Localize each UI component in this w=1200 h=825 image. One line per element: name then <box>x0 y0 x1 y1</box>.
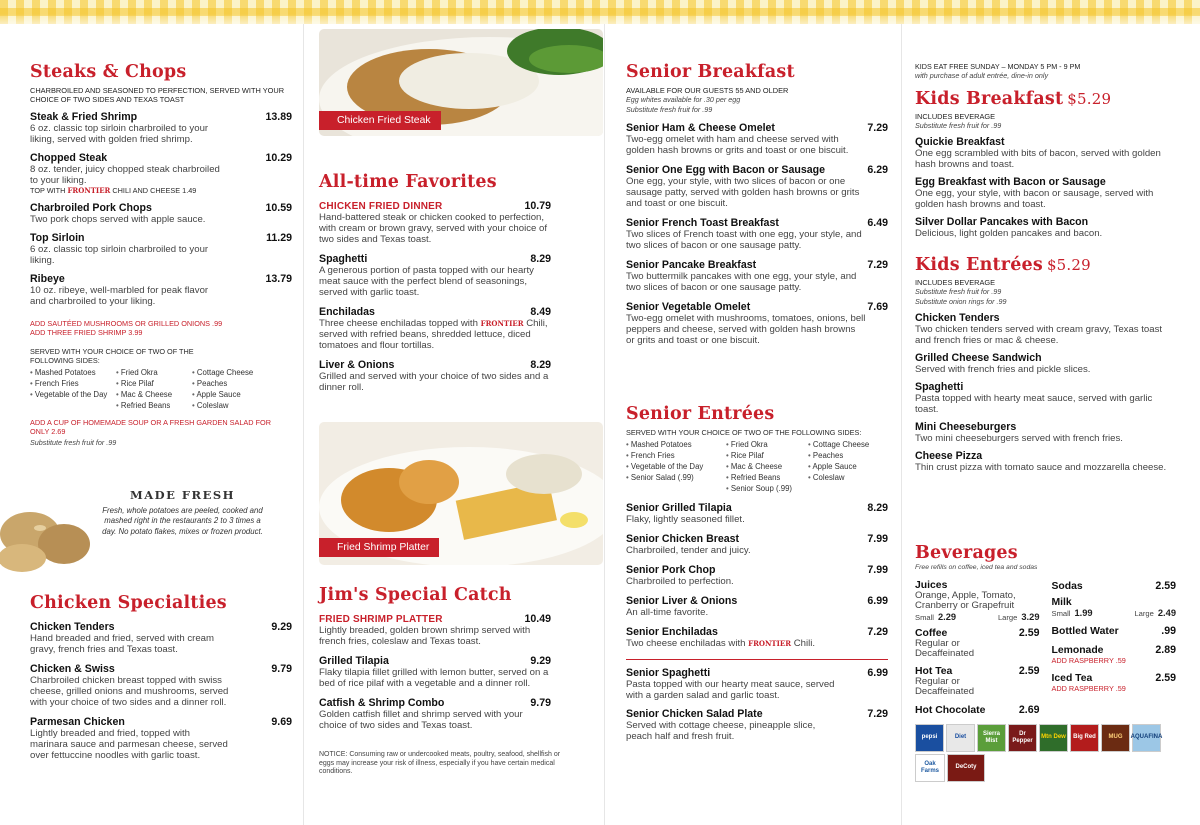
beverage-iced-tea: Iced Tea 2.59 ADD RASPBERRY .59 <box>1051 671 1176 693</box>
item-description: Served with cottage cheese, pineapple slice, peach half and fresh fruit. <box>626 720 816 742</box>
menu-item <box>626 667 888 701</box>
brand-logo: AQUAFINA <box>1132 724 1161 752</box>
menu-item <box>30 202 292 225</box>
side-option: • Peaches <box>192 378 282 389</box>
egg-white-note: Egg whites available for .30 per egg <box>626 95 741 104</box>
menu-item <box>30 111 292 145</box>
item-description: Two-egg omelet with ham and cheese served with golden hash browns or grits and toast or one biscuit. <box>626 134 849 156</box>
item-name: Chicken & Swiss <box>30 663 115 675</box>
item-name: Spaghetti <box>915 381 964 393</box>
item-price: 6.99 <box>867 667 888 679</box>
menu-item <box>626 164 888 209</box>
item-description: 10 oz. ribeye, well-marbled for peak flavor and charbroiled to your liking. <box>30 285 209 307</box>
catch-section <box>319 585 561 777</box>
item-price: 9.29 <box>271 621 292 633</box>
beverage-hot-tea: Hot Tea 2.59 Regular or Decaffeinated <box>915 664 1040 697</box>
item-description: Flaky, lightly seasoned fillet. <box>626 514 745 525</box>
substitute-note: Substitute fresh fruit for .99 <box>915 120 1002 130</box>
section-subtitle: Free refills on coffee, iced tea and sodas <box>915 564 1038 571</box>
item-description: Pasta topped with hearty meat sauce, served with garlic toast. <box>915 393 1153 415</box>
item-name: Silver Dollar Pancakes with Bacon <box>915 216 1089 228</box>
menu-item <box>915 216 1177 239</box>
item-price: 7.29 <box>867 708 888 720</box>
item-description: 8 oz. tender, juicy chopped steak charbroiled to your liking. <box>30 164 220 186</box>
side-option: • Rice Pilaf <box>116 378 192 389</box>
side-option: • French Fries <box>30 378 116 389</box>
beverage-coffee: Coffee 2.59 Regular or Decaffeinated <box>915 626 1040 659</box>
menu-item <box>626 533 888 556</box>
item-price: 6.49 <box>867 217 888 229</box>
side-option: • Peaches <box>808 450 888 461</box>
item-name: Chicken Tenders <box>30 621 115 633</box>
beverage-water: Bottled Water .99 <box>1051 624 1176 637</box>
menu-item <box>626 122 888 156</box>
side-option: • Senior Salad (.99) <box>626 472 726 483</box>
chicken-fried-steak-photo <box>319 29 603 136</box>
item-upsell: TOP WITH FRONTIER CHILI AND CHEESE 1.49 <box>30 186 197 195</box>
menu-item <box>915 136 1177 170</box>
item-name: FRIED SHRIMP PLATTER <box>319 614 443 625</box>
side-option: • French Fries <box>626 450 726 461</box>
item-price: 9.69 <box>271 716 292 728</box>
side-option: • Cottage Cheese <box>808 439 888 450</box>
beverage-hot-chocolate: Hot Chocolate 2.69 <box>915 703 1040 716</box>
item-name: Senior Liver & Onions <box>626 595 738 607</box>
item-price: 8.29 <box>867 502 888 514</box>
item-name: Grilled Tilapia <box>319 655 389 667</box>
item-price: 13.89 <box>265 111 292 123</box>
section-title: Beverages <box>915 543 1018 563</box>
kids-section <box>915 62 1177 473</box>
item-description: Thin crust pizza with tomato sauce and mozzarella cheese. <box>915 462 1167 473</box>
side-option: • Mashed Potatoes <box>626 439 726 450</box>
brand-logo: Sierra Mist <box>977 724 1006 752</box>
potatoes-image <box>0 484 92 574</box>
side-option: • Refried Beans <box>726 472 808 483</box>
item-description: Charbroiled to perfection. <box>626 576 734 587</box>
menu-item <box>626 708 888 742</box>
item-description: Hand-battered steak or chicken cooked to perfection, with cream or brown gravy, served with your choice of two sides and Texas toast. <box>319 212 548 245</box>
beverages-section <box>915 543 1176 782</box>
item-price: 8.29 <box>530 253 551 265</box>
menu-item <box>319 253 551 298</box>
item-price: 10.79 <box>524 200 551 212</box>
item-name: Senior One Egg with Bacon or Sausage <box>626 164 825 176</box>
menu-item <box>319 655 551 689</box>
chicken-section <box>30 593 292 761</box>
item-price: 10.49 <box>524 613 551 625</box>
item-name: Mini Cheeseburgers <box>915 421 1017 433</box>
section-subtitle: INCLUDES BEVERAGE <box>915 278 996 287</box>
item-name: Chopped Steak <box>30 152 108 164</box>
item-name: CHICKEN FRIED DINNER <box>319 201 443 212</box>
brand-logo: pepsi <box>915 724 944 752</box>
item-name: Ribeye <box>30 273 65 285</box>
menu-item <box>915 450 1177 473</box>
menu-item <box>626 564 888 587</box>
brand-logo: Mtn Dew <box>1039 724 1068 752</box>
substitute-note: Substitute onion rings for .99 <box>915 296 1007 306</box>
item-name: Grilled Cheese Sandwich <box>915 352 1042 364</box>
item-name: Senior Enchiladas <box>626 626 718 638</box>
item-description: Two chicken tenders served with cream gravy, Texas toast and french fries or mac & cheese. <box>915 324 1163 346</box>
side-option: • Vegetable of the Day <box>626 461 726 472</box>
section-title: Jim's Special Catch <box>319 585 512 605</box>
section-subtitle: INCLUDES BEVERAGE <box>915 111 996 121</box>
item-name: Senior Chicken Breast <box>626 533 740 545</box>
item-name: Senior Vegetable Omelet <box>626 301 751 313</box>
side-option: • Vegetable of the Day <box>30 389 116 400</box>
item-name: Parmesan Chicken <box>30 716 125 728</box>
side-option: • Mac & Cheese <box>116 389 192 400</box>
brand-logo: Dr Pepper <box>1008 724 1037 752</box>
item-name: Cheese Pizza <box>915 450 983 462</box>
item-description: Lightly breaded, golden brown shrimp served with french fries, coleslaw and Texas toast. <box>319 625 531 647</box>
section-title: Senior Breakfast <box>626 62 795 82</box>
beverage-milk: Milk Small 1.99 Large 2.49 <box>1051 596 1176 618</box>
item-description: Charbroiled chicken breast topped with swiss cheese, grilled onions and mushrooms, served with your choice of two sides and a dinner roll. <box>30 675 229 708</box>
menu-item <box>30 621 292 655</box>
section-title: Steaks & Chops <box>30 62 187 82</box>
item-name: Catfish & Shrimp Combo <box>319 697 445 709</box>
side-option: • Fried Okra <box>726 439 808 450</box>
menu-item <box>626 626 888 649</box>
brand-logo: Big Red <box>1070 724 1099 752</box>
side-option: • Mac & Cheese <box>726 461 808 472</box>
item-price: 9.79 <box>530 697 551 709</box>
fried-shrimp-photo <box>319 422 603 565</box>
item-name: Senior Pork Chop <box>626 564 716 576</box>
item-price: 9.79 <box>271 663 292 675</box>
item-price: 6.29 <box>867 164 888 176</box>
item-price: 10.29 <box>265 152 292 164</box>
item-description: Two buttermilk pancakes with one egg, your style, and two slices of bacon or one sausage patty. <box>626 271 857 293</box>
section-title: All-time Favorites <box>319 172 497 192</box>
item-name: Senior Ham & Cheese Omelet <box>626 122 775 134</box>
item-price: 8.29 <box>530 359 551 371</box>
side-option: • Coleslaw <box>192 400 282 411</box>
favorites-section <box>319 172 551 393</box>
item-name: Top Sirloin <box>30 232 85 244</box>
menu-item <box>30 232 292 266</box>
beverage-lemonade: Lemonade 2.89 ADD RASPBERRY .59 <box>1051 643 1176 665</box>
side-option: • Rice Pilaf <box>726 450 808 461</box>
item-price: 8.49 <box>530 306 551 318</box>
item-price: 13.79 <box>265 273 292 285</box>
consumption-notice: NOTICE: Consuming raw or undercooked meats, poultry, seafood, shellfish or eggs may increase your risk of illness, especially if you have certain medical conditions. <box>319 751 561 776</box>
substitute-note: Substitute fresh fruit for .99 <box>915 287 1002 296</box>
beverage-sodas: Sodas 2.59 <box>1051 579 1176 592</box>
item-description: Two mini cheeseburgers served with french fries. <box>915 433 1123 444</box>
item-name: Chicken Tenders <box>915 312 1000 324</box>
item-price: 7.99 <box>867 533 888 545</box>
sides-list <box>30 367 292 411</box>
side-option: • Refried Beans <box>116 400 192 411</box>
item-description: One egg, your style, with bacon or sausage, served with golden hash browns and toast. <box>915 188 1154 210</box>
item-description: One egg scrambled with bits of bacon, served with golden hash browns and toast. <box>915 148 1161 170</box>
menu-item <box>915 352 1177 375</box>
item-price: 10.59 <box>265 202 292 214</box>
item-price: 7.99 <box>867 564 888 576</box>
item-description: Hand breaded and fried, served with cream gravy, french fries and Texas toast. <box>30 633 214 655</box>
brand-logo: Diet <box>946 724 975 752</box>
item-name: Senior Spaghetti <box>626 667 711 679</box>
item-price: 6.99 <box>867 595 888 607</box>
item-description: Two cheese enchiladas with FRONTIER Chili. <box>626 638 816 649</box>
item-name: Enchiladas <box>319 306 375 318</box>
brand-logo: FRONTIER <box>748 639 792 648</box>
menu-item <box>30 273 292 307</box>
kids-eat-free-note: with purchase of adult entrée, dine-in only <box>915 71 1049 80</box>
item-name: Charbroiled Pork Chops <box>30 202 152 214</box>
menu-item <box>30 152 292 195</box>
item-description: Two-egg omelet with mushrooms, tomatoes, onions, bell peppers and cheese, served with golden hash browns or grits and toast or one biscuit. <box>626 313 866 346</box>
menu-item <box>915 381 1177 415</box>
menu-item <box>626 217 888 251</box>
soup-offer: ADD A CUP OF HOMEMADE SOUP OR A FRESH GARDEN SALAD FOR ONLY 2.69 <box>30 418 271 436</box>
item-description: Flaky tilapia fillet grilled with lemon butter, served on a bed of rice pilaf with a vegetable and a dinner roll. <box>319 667 549 689</box>
item-description: Two pork chops served with apple sauce. <box>30 214 206 225</box>
photo-caption: Fried Shrimp Platter <box>319 538 439 557</box>
item-description: Two slices of French toast with one egg, your style, and two slices of bacon or one sausage patty. <box>626 229 862 251</box>
section-subtitle: AVAILABLE FOR OUR GUESTS 55 AND OLDER <box>626 86 789 95</box>
section-subtitle: SERVED WITH YOUR CHOICE OF TWO OF THE FOLLOWING SIDES: <box>626 428 862 437</box>
substitute-note: Substitute fresh fruit for .99 <box>626 104 713 114</box>
item-name: Steak & Fried Shrimp <box>30 111 138 123</box>
kids-eat-free: KIDS EAT FREE SUNDAY – MONDAY 5 PM - 9 PM <box>915 62 1081 71</box>
menu-item <box>915 421 1177 444</box>
item-price: 11.29 <box>266 232 292 244</box>
made-fresh-panel <box>0 484 280 574</box>
item-description: Delicious, light golden pancakes and bacon. <box>915 228 1103 239</box>
menu-item <box>319 200 551 245</box>
item-description: An all-time favorite. <box>626 607 709 618</box>
menu-item <box>915 176 1177 210</box>
sides-heading: SERVED WITH YOUR CHOICE OF TWO OF THE FOLLOWING SIDES: <box>30 347 194 365</box>
side-option: • Fried Okra <box>116 367 192 378</box>
item-description: A generous portion of pasta topped with our hearty meat sauce with the perfect blend of seasonings, served with garlic toast. <box>319 265 534 298</box>
beverage-juices: Juices Orange, Apple, Tomato, Cranberry or Grapefruit Small 2.29 Large 3.29 <box>915 579 1040 622</box>
item-description: Three cheese enchiladas topped with FRONTIER Chili, served with refried beans, shredded lettuce, diced tomatoes and flour tortillas. <box>319 318 548 351</box>
substitute-note: Substitute fresh fruit for .99 <box>30 438 117 447</box>
side-option: • Apple Sauce <box>192 389 282 400</box>
side-option: • Cottage Cheese <box>192 367 282 378</box>
menu-item <box>319 613 551 647</box>
item-name: Senior French Toast Breakfast <box>626 217 779 229</box>
item-description: 6 oz. classic top sirloin charbroiled to your liking, served with golden fried shrimp. <box>30 123 209 145</box>
item-description: Charbroiled, tender and juicy. <box>626 545 751 556</box>
item-name: Spaghetti <box>319 253 368 265</box>
divider <box>626 659 888 660</box>
item-name: Senior Grilled Tilapia <box>626 502 732 514</box>
section-title: Senior Entrées <box>626 404 775 424</box>
item-name: Liver & Onions <box>319 359 395 371</box>
section-title: Kids Entrées $5.29 <box>915 255 1091 275</box>
item-description: Pasta topped with our hearty meat sauce, served with a garden salad and garlic toast. <box>626 679 835 701</box>
brand-logo: FRONTIER <box>480 319 524 328</box>
item-description: Lightly breaded and fried, topped with marinara sauce and parmesan cheese, served over fettuccine noodles with garlic toast. <box>30 728 228 761</box>
item-price: 7.69 <box>867 301 888 313</box>
item-description: 6 oz. classic top sirloin charbroiled to your liking. <box>30 244 209 266</box>
brand-logos <box>915 724 1165 782</box>
menu-item <box>626 595 888 618</box>
item-description: Golden catfish fillet and shrimp served with your choice of two sides and Texas toast. <box>319 709 523 731</box>
item-name: Senior Pancake Breakfast <box>626 259 757 271</box>
item-price: 7.29 <box>867 122 888 134</box>
item-price: 7.29 <box>867 259 888 271</box>
made-fresh-title: MADE FRESH <box>129 488 236 502</box>
item-name: Egg Breakfast with Bacon or Sausage <box>915 176 1106 188</box>
item-description: Grilled and served with your choice of two sides and a dinner roll. <box>319 371 549 393</box>
menu-item <box>319 697 551 731</box>
menu-item <box>626 301 888 346</box>
item-name: Senior Chicken Salad Plate <box>626 708 763 720</box>
item-price: 7.29 <box>867 626 888 638</box>
section-subtitle: CHARBROILED AND SEASONED TO PERFECTION, SERVED WITH YOUR CHOICE OF TWO SIDES AND TEXAS TOAST <box>30 86 285 104</box>
section-title: Chicken Specialties <box>30 593 227 613</box>
item-price: 9.29 <box>530 655 551 667</box>
addon-list: ADD SAUTÉED MUSHROOMS OR GRILLED ONIONS .99 ADD THREE FRIED SHRIMP 3.99 <box>30 319 223 337</box>
brand-logo: FRONTIER <box>67 186 111 195</box>
senior-entrees-section <box>626 404 888 742</box>
side-option: • Senior Soup (.99) <box>726 483 808 494</box>
menu-item <box>30 716 292 761</box>
side-option: • Mashed Potatoes <box>30 367 116 378</box>
made-fresh-text: Fresh, whole potatoes are peeled, cooked and mashed right in the restaurants 2 to 3 times a day. No potato flakes, mixes or frozen product. <box>102 506 263 536</box>
menu-item <box>915 312 1177 346</box>
side-option: • Coleslaw <box>808 472 888 483</box>
side-option: • Apple Sauce <box>808 461 888 472</box>
section-title: Kids Breakfast $5.29 <box>915 88 1112 109</box>
menu-item <box>626 502 888 525</box>
photo-caption: Chicken Fried Steak <box>319 111 441 130</box>
menu-item <box>319 359 551 393</box>
steaks-section <box>30 62 292 448</box>
item-description: One egg, your style, with two slices of bacon or one sausage patty, served with golden hash browns or grits and toast or one biscuit. <box>626 176 860 209</box>
menu-item <box>30 663 292 708</box>
menu-item <box>626 259 888 293</box>
item-description: Served with french fries and pickle slices. <box>915 364 1091 375</box>
senior-breakfast-section <box>626 62 888 346</box>
brand-logo: MUG <box>1101 724 1130 752</box>
sides-list <box>626 439 888 494</box>
item-name: Quickie Breakfast <box>915 136 1005 148</box>
brand-logo: Oak Farms <box>915 754 945 782</box>
menu-item <box>319 306 551 351</box>
brand-logo: DeCoty <box>947 754 985 782</box>
